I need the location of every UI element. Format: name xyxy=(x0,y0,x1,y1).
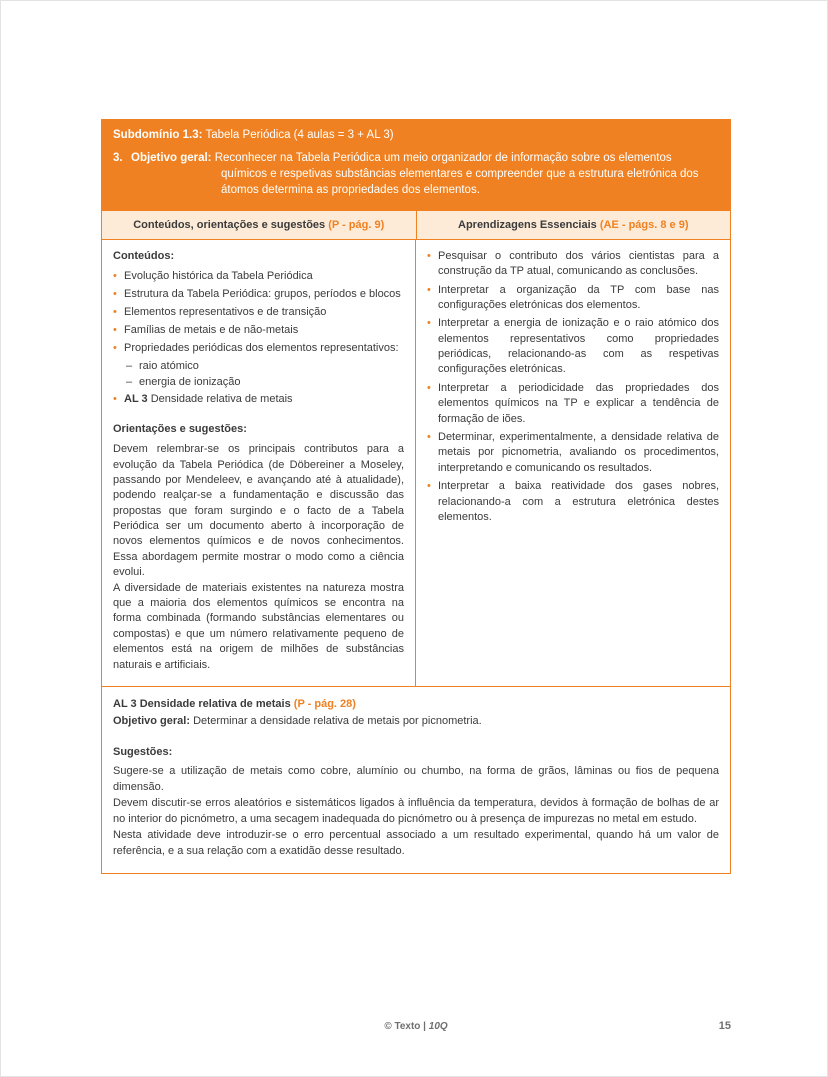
bullet-icon: • xyxy=(427,431,431,444)
list-item-text: Estrutura da Tabela Periódica: grupos, períodos e blocos xyxy=(124,288,401,301)
list-item-text: Interpretar a organização da TP com base nas configurações eletrónicas dos elementos. xyxy=(438,283,719,311)
orientation-paragraph: A diversidade de materiais existentes na natureza mostra que a maioria dos elementos químicos se encontra na forma combinada (formando substâncias elementares ou compostas) e que um número relativamente pequeno de elementos está na origem de milhões de substâncias naturais e artificiais. xyxy=(113,581,404,671)
bullet-icon: • xyxy=(427,480,431,493)
contents-heading: Conteúdos: xyxy=(113,249,175,262)
subdomain-text: Tabela Periódica (4 aulas = 3 + AL 3) xyxy=(202,129,394,141)
list-item-text: Interpretar a baixa reatividade dos gases nobres, relacionando-a com a estrutura eletrónica destes elementos. xyxy=(438,480,719,523)
table-body xyxy=(102,240,730,686)
orientation-paragraph: Devem relembrar-se os principais contributos para a evolução da Tabela Periódica (de Döbereiner a Moseley, passando por Mendeleev, e avançando até à atualidade), podendo realçar-se a fundamentação e discussão das propostas que foram surgindo e o facto de a Tabela Periódica ser um documento aberto à incorporação de novos elementos químicos e de novos conhecimentos. Essa abordagem permite mostrar o modo como a ciência evolui. xyxy=(113,443,404,579)
list-item xyxy=(113,341,404,356)
list-item-text: Elementos representativos e de transição xyxy=(124,305,327,318)
list-item xyxy=(113,269,404,284)
al3-objective xyxy=(113,714,719,730)
dash-icon: – xyxy=(126,376,133,389)
sub-list-item-text: energia de ionização xyxy=(139,376,241,389)
list-item-text: Determinar, experimentalmente, a densidade relativa de metais por picnometria, avaliando os procedimentos, interpretando e comunicando os resultados. xyxy=(438,431,719,474)
bullet-icon: • xyxy=(427,249,431,262)
list-item xyxy=(427,430,719,476)
table-header-row xyxy=(102,211,730,239)
subdomain-header xyxy=(101,119,731,211)
al3-bullet-text: Densidade relativa de metais xyxy=(150,393,293,406)
suggestion-paragraph: Nesta atividade deve introduzir-se o erro percentual associado a um resultado experimental, quando há um valor de referência, e a sua relação com a exatidão desse resultado. xyxy=(113,828,719,857)
list-item xyxy=(427,249,719,280)
bullet-icon: • xyxy=(113,393,117,406)
objective-line xyxy=(113,151,719,199)
bullet-icon: • xyxy=(427,381,431,394)
list-item-text: Evolução histórica da Tabela Periódica xyxy=(124,270,313,283)
list-item xyxy=(113,305,404,320)
objective-body xyxy=(131,151,719,199)
list-item xyxy=(427,316,719,378)
right-column-header xyxy=(417,211,731,238)
bullet-icon: • xyxy=(113,288,117,301)
bullet-icon: • xyxy=(113,341,117,354)
orientations-heading: Orientações e sugestões: xyxy=(113,422,247,435)
al3-title-text: AL 3 Densidade relativa de metais xyxy=(113,698,291,710)
bullet-icon: • xyxy=(113,270,117,283)
list-item-text: Interpretar a periodicidade das propriedades dos elementos químicos na TP e explicar a tendência de formação de iões. xyxy=(438,381,719,425)
list-item xyxy=(113,392,404,407)
bullet-icon: • xyxy=(427,283,431,296)
suggestions-heading: Sugestões: xyxy=(113,745,173,758)
left-column-header xyxy=(102,211,417,238)
sub-list-item xyxy=(126,359,404,374)
page-number: 15 xyxy=(718,1020,731,1032)
al3-objective-text: Determinar a densidade relativa de metais por picnometria. xyxy=(193,714,482,727)
objective-label: Objetivo geral: xyxy=(131,151,212,164)
dash-icon: – xyxy=(126,359,133,372)
essential-learning-column xyxy=(416,240,730,686)
sub-list-item xyxy=(126,375,404,390)
suggestion-paragraph: Sugere-se a utilização de metais como cobre, alumínio ou chumbo, na forma de grãos, lâminas ou fios de pequena dimensão. xyxy=(113,764,719,793)
page-footer xyxy=(101,1021,731,1032)
footer-credit-text: © Texto | xyxy=(384,1021,429,1032)
footer-credit-book: 10Q xyxy=(428,1021,448,1032)
list-item-text: Famílias de metais e de não-metais xyxy=(124,323,299,336)
contents-column xyxy=(102,240,416,686)
objective-number: 3. xyxy=(113,151,123,164)
al3-title xyxy=(113,697,719,713)
document-content xyxy=(101,119,731,874)
suggestion-paragraph: Devem discutir-se erros aleatórios e sistemáticos ligados à influência da temperatura, devidos à formação de bolhas de ar no interior do picnómetro, a uma secagem inadequada do picnómetro ou à presença de impurezas no metal em estudo. xyxy=(113,796,719,825)
list-item-text: Propriedades periódicas dos elementos representativos: xyxy=(124,341,399,354)
bullet-icon: • xyxy=(427,317,431,330)
subdomain-title xyxy=(113,128,719,144)
footer-credit xyxy=(101,1021,731,1032)
list-item-text xyxy=(124,392,404,407)
list-item xyxy=(113,323,404,338)
list-item xyxy=(427,479,719,525)
objective-text: Reconhecer na Tabela Periódica um meio organizador de informação sobre os elementos químicos e respetivas substâncias elementares e compreender que a estrutura eletrónica dos átomos determina as propriedades dos elementos. xyxy=(214,151,699,196)
right-column-header-ref: (AE - págs. 8 e 9) xyxy=(599,219,689,232)
left-column-header-ref: (P - pág. 9) xyxy=(328,219,385,232)
bullet-icon: • xyxy=(113,305,117,318)
al3-page-ref: (P - pág. 28) xyxy=(293,698,356,710)
left-column-header-title: Conteúdos, orientações e sugestões xyxy=(133,219,326,232)
sub-list-item-text: raio atómico xyxy=(139,359,199,372)
list-item xyxy=(427,283,719,314)
bullet-icon: • xyxy=(113,323,117,336)
list-item-text: Interpretar a energia de ionização e o raio atómico dos elementos representativos como propriedades periódicas, relacionando-as com as respetivas configurações eletrónicas. xyxy=(438,317,719,376)
subdomain-label: Subdomínio 1.3: xyxy=(113,129,203,141)
right-column-header-title: Aprendizagens Essenciais xyxy=(458,219,597,232)
list-item-text: Pesquisar o contributo dos vários cientistas para a construção da TP atual, comunicando as conclusões. xyxy=(438,249,719,278)
al3-section xyxy=(102,686,730,873)
al3-objective-label: Objetivo geral: xyxy=(113,714,191,727)
content-table xyxy=(101,211,731,874)
list-item xyxy=(427,381,719,427)
al3-bullet-label: AL 3 xyxy=(124,393,148,406)
list-item xyxy=(113,287,404,302)
